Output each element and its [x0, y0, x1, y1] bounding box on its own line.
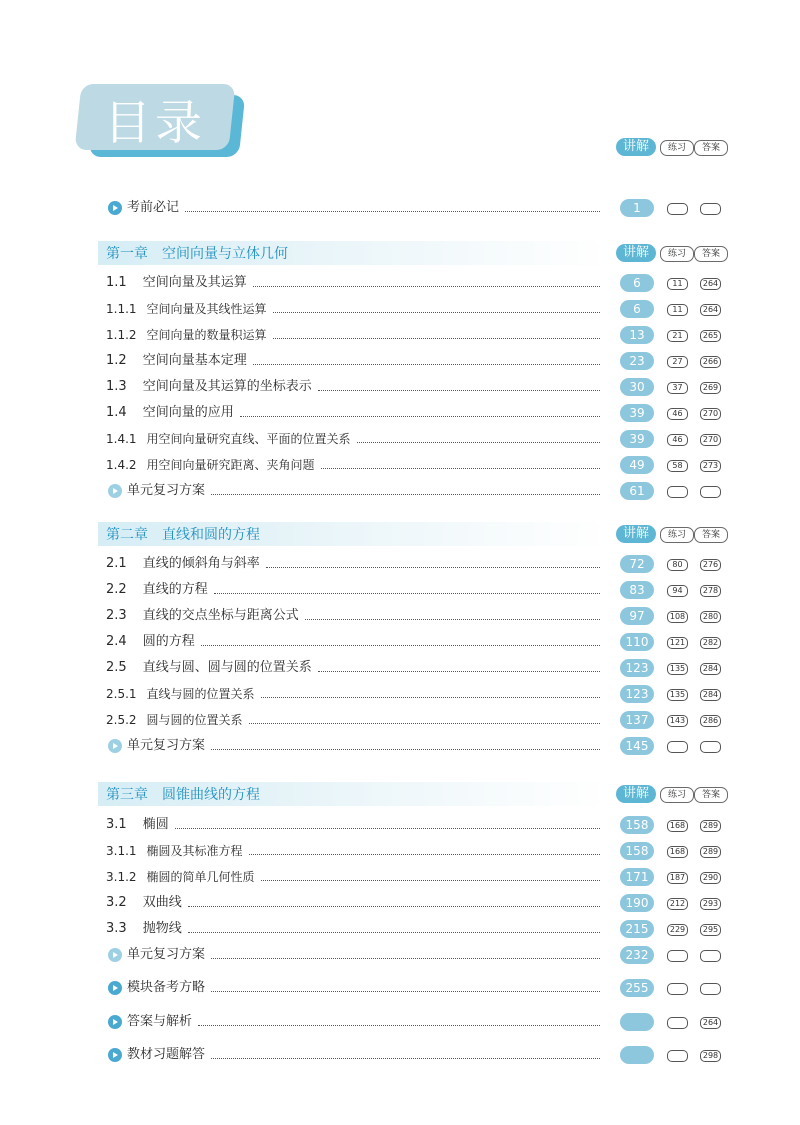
toc-entry[interactable]: [0, 893, 800, 913]
lecture-page-pill[interactable]: 72: [620, 555, 654, 573]
chapter-title: 第三章 圆锥曲线的方程: [106, 787, 260, 803]
toc-entry[interactable]: [0, 978, 800, 998]
leader-dots: [188, 906, 600, 907]
entry-title: 椭圆及其标准方程: [146, 844, 243, 858]
toc-entry[interactable]: [0, 658, 800, 678]
entry-label: [106, 554, 266, 574]
entry-title: 双曲线: [142, 895, 182, 910]
header-answer-badge: 答案: [694, 140, 728, 156]
leader-dots: [266, 567, 600, 568]
chapter-heading-bar: [98, 241, 610, 265]
lecture-page-pill[interactable]: 255: [620, 979, 654, 997]
answer-page-pill[interactable]: 265: [700, 330, 721, 342]
lecture-page-pill[interactable]: 123: [620, 659, 654, 677]
entry-label: [106, 580, 214, 600]
toc-entry[interactable]: [0, 945, 800, 965]
answer-page-pill[interactable]: 293: [700, 898, 721, 910]
answer-page-pill[interactable]: 282: [700, 637, 721, 649]
answer-page-pill[interactable]: 270: [700, 434, 721, 446]
entry-label: [106, 710, 249, 730]
answer-page-pill[interactable]: 284: [700, 663, 721, 675]
entry-label: [106, 841, 249, 861]
toc-entry[interactable]: [0, 841, 800, 861]
entry-label: [106, 867, 261, 887]
entry-label: [127, 198, 185, 218]
answer-page-pill[interactable]: 264: [700, 1017, 721, 1029]
leader-dots: [318, 390, 600, 391]
entry-label: [127, 1045, 211, 1065]
toc-entry[interactable]: [0, 1045, 800, 1065]
answer-page-pill[interactable]: 264: [700, 278, 721, 290]
leader-dots: [357, 442, 600, 443]
entry-number: 1.4.1: [106, 432, 137, 446]
answer-page-pill[interactable]: 278: [700, 585, 721, 597]
entry-number: 3.1.2: [106, 870, 137, 884]
lecture-page-pill[interactable]: 1: [620, 199, 654, 217]
toc-entry[interactable]: [0, 455, 800, 475]
entry-number: 1.3: [106, 379, 127, 394]
leader-dots: [253, 364, 600, 365]
entry-number: 2.4: [106, 634, 127, 649]
leader-dots: [185, 211, 600, 212]
lecture-page-pill[interactable]: 123: [620, 685, 654, 703]
lecture-page-pill[interactable]: 110: [620, 633, 654, 651]
entry-label: [106, 351, 253, 371]
toc-entry[interactable]: [0, 377, 800, 397]
entry-number: 1.1: [106, 275, 127, 290]
entry-title: 空间向量及其运算的坐标表示: [142, 379, 312, 394]
leader-dots: [318, 671, 600, 672]
entry-title: 直线的交点坐标与距离公式: [142, 608, 299, 623]
practice-page-pill[interactable]: [667, 203, 688, 215]
lecture-page-pill[interactable]: 137: [620, 711, 654, 729]
entry-title: 教材习题解答: [127, 1047, 206, 1062]
entry-title: 直线的倾斜角与斜率: [142, 556, 260, 571]
column-header: [614, 785, 726, 803]
answer-page-pill[interactable]: 298: [700, 1050, 721, 1062]
answer-page-pill[interactable]: 295: [700, 924, 721, 936]
practice-page-pill[interactable]: [667, 983, 688, 995]
practice-page-pill[interactable]: 168: [667, 820, 688, 832]
leader-dots: [175, 828, 600, 829]
lecture-page-pill[interactable]: 6: [620, 274, 654, 292]
answer-page-pill[interactable]: [700, 486, 721, 498]
entry-title: 直线与圆、圆与圆的位置关系: [142, 660, 312, 675]
leader-dots: [249, 854, 600, 855]
play-icon: [108, 981, 122, 995]
answer-page-pill[interactable]: 284: [700, 689, 721, 701]
lecture-page-pill[interactable]: 6: [620, 300, 654, 318]
practice-page-pill[interactable]: 21: [667, 330, 688, 342]
toc-entry[interactable]: [0, 429, 800, 449]
entry-title: 空间向量的数量积运算: [146, 328, 267, 342]
entry-label: [106, 632, 201, 652]
entry-number: 1.1.1: [106, 302, 137, 316]
entry-title: 空间向量及其线性运算: [146, 302, 267, 316]
play-icon: [108, 484, 122, 498]
entry-number: 1.4: [106, 405, 127, 420]
column-header: [614, 138, 726, 156]
entry-label: [106, 325, 273, 345]
practice-page-pill[interactable]: 121: [667, 637, 688, 649]
header-lecture-badge: 讲解: [616, 138, 656, 156]
leader-dots: [273, 312, 600, 313]
entry-number: 3.3: [106, 921, 127, 936]
leader-dots: [261, 697, 600, 698]
practice-page-pill[interactable]: 11: [667, 304, 688, 316]
toc-entry[interactable]: [0, 403, 800, 423]
answer-page-pill[interactable]: 276: [700, 559, 721, 571]
entry-label: [127, 945, 211, 965]
toc-entry[interactable]: [0, 867, 800, 887]
practice-page-pill[interactable]: 108: [667, 611, 688, 623]
entry-label: [127, 1012, 198, 1032]
entry-label: [127, 736, 211, 756]
answer-page-pill[interactable]: [700, 741, 721, 753]
header-answer-badge: 答案: [694, 527, 728, 543]
entry-number: 2.5: [106, 660, 127, 675]
column-header: [614, 525, 726, 543]
column-header: [614, 244, 726, 262]
practice-page-pill[interactable]: [667, 950, 688, 962]
entry-title: 椭圆: [142, 817, 169, 832]
entry-label: [106, 429, 357, 449]
entry-title: 空间向量的应用: [142, 405, 234, 420]
practice-page-pill[interactable]: 135: [667, 689, 688, 701]
toc-entry[interactable]: [0, 919, 800, 939]
lecture-page-pill[interactable]: [620, 1013, 654, 1031]
leader-dots: [214, 593, 600, 594]
header-answer-badge: 答案: [694, 246, 728, 262]
answer-page-pill[interactable]: 290: [700, 872, 721, 884]
entry-title: 模块备考方略: [127, 980, 206, 995]
entry-title: 用空间向量研究直线、平面的位置关系: [146, 432, 351, 446]
lecture-page-pill[interactable]: 190: [620, 894, 654, 912]
entry-number: 2.3: [106, 608, 127, 623]
toc-entry[interactable]: [0, 299, 800, 319]
entry-label: [106, 919, 188, 939]
play-icon: [108, 739, 122, 753]
leader-dots: [261, 880, 600, 881]
answer-page-pill[interactable]: [700, 203, 721, 215]
play-icon: [108, 948, 122, 962]
practice-page-pill[interactable]: 143: [667, 715, 688, 727]
practice-page-pill[interactable]: 168: [667, 846, 688, 858]
lecture-page-pill[interactable]: 61: [620, 482, 654, 500]
header-lecture-badge: 讲解: [616, 244, 656, 262]
toc-entry[interactable]: [0, 325, 800, 345]
entry-number: 3.1.1: [106, 844, 137, 858]
play-icon: [108, 1015, 122, 1029]
entry-number: 2.5.1: [106, 687, 137, 701]
leader-dots: [211, 991, 600, 992]
chapter-heading-bar: [98, 522, 610, 546]
practice-page-pill[interactable]: [667, 1017, 688, 1029]
lecture-page-pill[interactable]: 158: [620, 842, 654, 860]
answer-page-pill[interactable]: 264: [700, 304, 721, 316]
play-icon: [108, 201, 122, 215]
practice-page-pill[interactable]: 135: [667, 663, 688, 675]
practice-page-pill[interactable]: 187: [667, 872, 688, 884]
entry-label: [106, 893, 188, 913]
leader-dots: [211, 749, 600, 750]
practice-page-pill[interactable]: 58: [667, 460, 688, 472]
entry-number: 1.1.2: [106, 328, 137, 342]
entry-number: 2.2: [106, 582, 127, 597]
practice-page-pill[interactable]: [667, 741, 688, 753]
chapter-heading-bar: [98, 782, 610, 806]
header-practice-badge: 练习: [660, 140, 694, 156]
toc-entry[interactable]: [0, 736, 800, 756]
entry-title: 空间向量及其运算: [142, 275, 247, 290]
entry-title: 抛物线: [142, 921, 182, 936]
practice-page-pill[interactable]: 94: [667, 585, 688, 597]
lecture-page-pill[interactable]: 215: [620, 920, 654, 938]
practice-page-pill[interactable]: 37: [667, 382, 688, 394]
lecture-page-pill[interactable]: 232: [620, 946, 654, 964]
answer-page-pill[interactable]: 289: [700, 846, 721, 858]
entry-label: [106, 403, 240, 423]
leader-dots: [273, 338, 600, 339]
toc-entry[interactable]: [0, 815, 800, 835]
toc-entry[interactable]: [0, 684, 800, 704]
header-answer-badge: 答案: [694, 787, 728, 803]
lecture-page-pill[interactable]: 145: [620, 737, 654, 755]
lecture-page-pill[interactable]: 30: [620, 378, 654, 396]
lecture-page-pill[interactable]: 49: [620, 456, 654, 474]
answer-page-pill[interactable]: 266: [700, 356, 721, 368]
header-practice-badge: 练习: [660, 246, 694, 262]
entry-label: [106, 299, 273, 319]
practice-page-pill[interactable]: [667, 1050, 688, 1062]
entry-title: 直线的方程: [142, 582, 208, 597]
practice-page-pill[interactable]: 27: [667, 356, 688, 368]
toc-entry[interactable]: [0, 273, 800, 293]
answer-page-pill[interactable]: 270: [700, 408, 721, 420]
entry-label: [106, 684, 261, 704]
lecture-page-pill[interactable]: 39: [620, 430, 654, 448]
lecture-page-pill[interactable]: [620, 1046, 654, 1064]
entry-title: 单元复习方案: [127, 483, 206, 498]
entry-label: [106, 455, 321, 475]
leader-dots: [211, 958, 600, 959]
entry-title: 考前必记: [127, 200, 180, 215]
answer-page-pill[interactable]: 289: [700, 820, 721, 832]
answer-page-pill[interactable]: 269: [700, 382, 721, 394]
toc-entry[interactable]: [0, 632, 800, 652]
entry-label: [106, 377, 318, 397]
entry-title: 答案与解析: [127, 1014, 193, 1029]
entry-label: [106, 815, 175, 835]
entry-title: 空间向量基本定理: [142, 353, 247, 368]
leader-dots: [249, 723, 600, 724]
answer-page-pill[interactable]: [700, 983, 721, 995]
page-title: 目录: [104, 96, 206, 151]
entry-title: 圆的方程: [142, 634, 195, 649]
entry-label: [106, 273, 253, 293]
entry-title: 直线与圆的位置关系: [146, 687, 255, 701]
leader-dots: [198, 1025, 600, 1026]
entry-number: 3.1: [106, 817, 127, 832]
header-practice-badge: 练习: [660, 787, 694, 803]
leader-dots: [240, 416, 600, 417]
answer-page-pill[interactable]: 273: [700, 460, 721, 472]
answer-page-pill[interactable]: 280: [700, 611, 721, 623]
leader-dots: [188, 932, 600, 933]
toc-entry[interactable]: [0, 1012, 800, 1032]
header-lecture-badge: 讲解: [616, 525, 656, 543]
answer-page-pill[interactable]: 286: [700, 715, 721, 727]
entry-label: [106, 658, 318, 678]
practice-page-pill[interactable]: 212: [667, 898, 688, 910]
toc-entry[interactable]: [0, 606, 800, 626]
header-lecture-badge: 讲解: [616, 785, 656, 803]
entry-label: [106, 606, 305, 626]
toc-entry[interactable]: [0, 554, 800, 574]
toc-entry[interactable]: [0, 580, 800, 600]
entry-number: 1.2: [106, 353, 127, 368]
lecture-page-pill[interactable]: 171: [620, 868, 654, 886]
play-icon: [108, 1048, 122, 1062]
entry-title: 单元复习方案: [127, 738, 206, 753]
leader-dots: [201, 645, 600, 646]
practice-page-pill[interactable]: 46: [667, 434, 688, 446]
practice-page-pill[interactable]: 46: [667, 408, 688, 420]
entry-number: 3.2: [106, 895, 127, 910]
entry-title: 单元复习方案: [127, 947, 206, 962]
entry-label: [127, 481, 211, 501]
chapter-title: 第一章 空间向量与立体几何: [106, 246, 288, 262]
practice-page-pill[interactable]: 229: [667, 924, 688, 936]
lecture-page-pill[interactable]: 97: [620, 607, 654, 625]
practice-page-pill[interactable]: [667, 486, 688, 498]
entry-number: 1.4.2: [106, 458, 137, 472]
toc-entry[interactable]: [0, 710, 800, 730]
practice-page-pill[interactable]: 11: [667, 278, 688, 290]
entry-label: [127, 978, 211, 998]
leader-dots: [321, 468, 600, 469]
leader-dots: [253, 286, 600, 287]
lecture-page-pill[interactable]: 83: [620, 581, 654, 599]
chapter-title: 第二章 直线和圆的方程: [106, 527, 260, 543]
lecture-page-pill[interactable]: 158: [620, 816, 654, 834]
answer-page-pill[interactable]: [700, 950, 721, 962]
entry-number: 2.1: [106, 556, 127, 571]
entry-number: 2.5.2: [106, 713, 137, 727]
lecture-page-pill[interactable]: 23: [620, 352, 654, 370]
practice-page-pill[interactable]: 80: [667, 559, 688, 571]
toc-entry[interactable]: [0, 351, 800, 371]
leader-dots: [305, 619, 600, 620]
toc-entry[interactable]: [0, 481, 800, 501]
toc-entry[interactable]: [0, 198, 800, 218]
leader-dots: [211, 1058, 600, 1059]
lecture-page-pill[interactable]: 39: [620, 404, 654, 422]
lecture-page-pill[interactable]: 13: [620, 326, 654, 344]
entry-title: 圆与圆的位置关系: [146, 713, 243, 727]
leader-dots: [211, 494, 600, 495]
entry-title: 椭圆的简单几何性质: [146, 870, 255, 884]
entry-title: 用空间向量研究距离、夹角问题: [146, 458, 315, 472]
header-practice-badge: 练习: [660, 527, 694, 543]
